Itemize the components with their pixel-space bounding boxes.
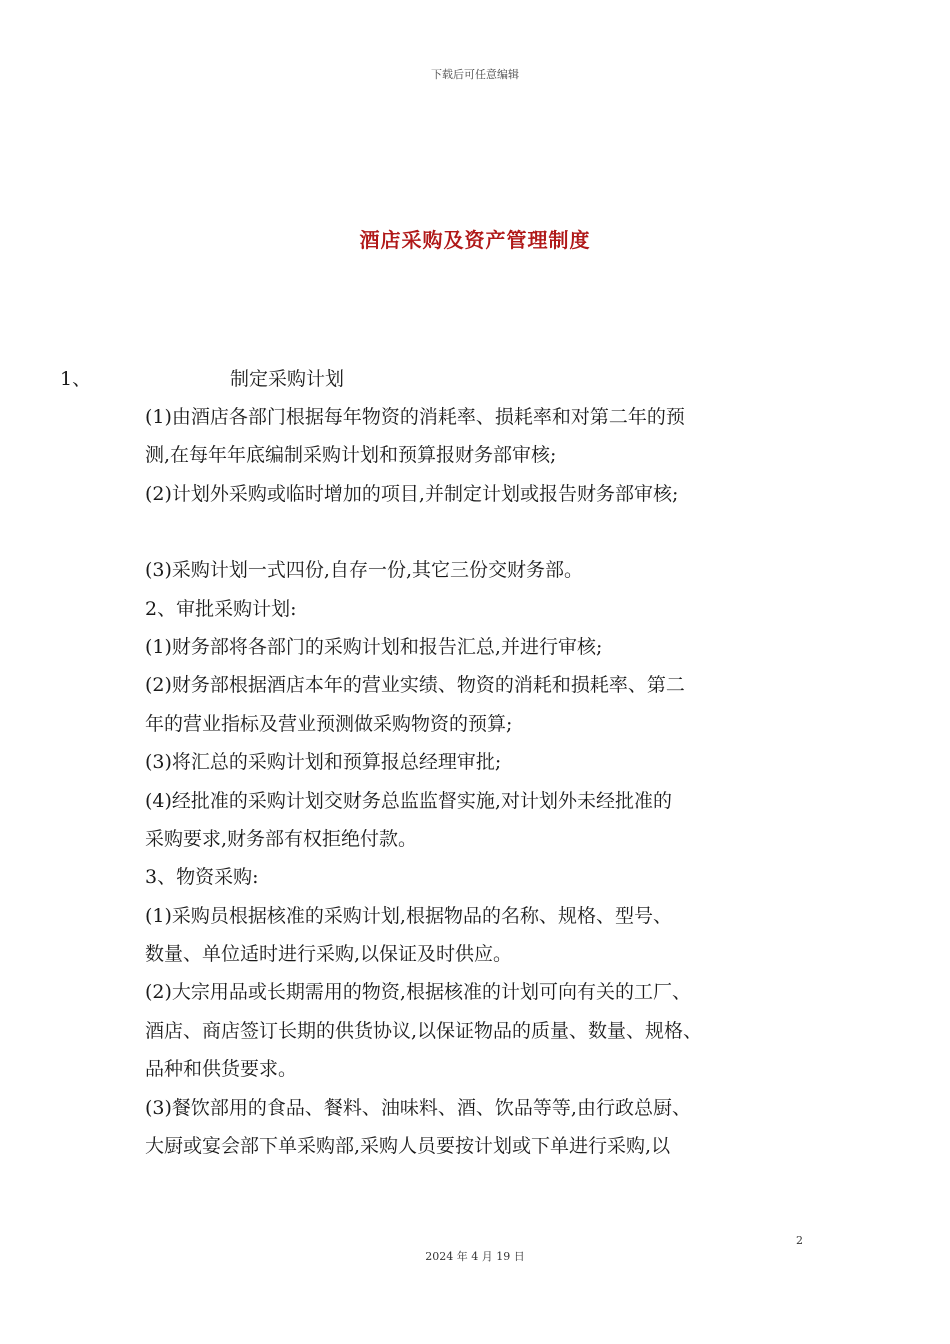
body-line: 大厨或宴会部下单采购部,采购人员要按计划或下单进行采购,以	[145, 1135, 671, 1158]
document-body	[145, 398, 825, 1165]
body-line: 3、物资采购:	[145, 866, 259, 889]
body-line: 测,在每年年底编制采购计划和预算报财务部审核;	[145, 444, 557, 467]
body-line: (3)采购计划一式四份,自存一份,其它三份交财务部。	[145, 559, 583, 582]
document-title: 酒店采购及资产管理制度	[359, 228, 591, 252]
section-heading-text: 制定采购计划	[230, 368, 345, 390]
section-number: 1、	[60, 368, 92, 390]
body-line: (2)财务部根据酒店本年的营业实绩、物资的消耗和损耗率、第二	[145, 674, 685, 697]
body-line: (3)将汇总的采购计划和预算报总经理审批;	[145, 751, 502, 774]
page-footer-date: 2024 年 4 月 19 日	[425, 1250, 525, 1263]
page-header: 下载后可任意编辑	[431, 68, 519, 81]
body-line: (4)经批准的采购计划交财务总监监督实施,对计划外未经批准的	[145, 789, 672, 812]
body-line: (1)采购员根据核准的采购计划,根据物品的名称、规格、型号、	[145, 904, 672, 927]
body-line: 2、审批采购计划:	[145, 597, 297, 620]
section-heading	[60, 364, 820, 390]
page-number: 2	[796, 1234, 803, 1247]
body-line: (2)大宗用品或长期需用的物资,根据核准的计划可向有关的工厂、	[145, 981, 691, 1004]
body-line: (3)餐饮部用的食品、餐料、油味料、酒、饮品等等,由行政总厨、	[145, 1096, 691, 1119]
body-line: (1)由酒店各部门根据每年物资的消耗率、损耗率和对第二年的预	[145, 406, 685, 428]
paragraph-gap	[145, 513, 825, 551]
body-line: 年的营业指标及营业预测做采购物资的预算;	[145, 712, 513, 735]
body-line: 酒店、商店签订长期的供货协议,以保证物品的质量、数量、规格、	[145, 1019, 703, 1042]
body-line: (1)财务部将各部门的采购计划和报告汇总,并进行审核;	[145, 635, 603, 658]
body-line: 数量、单位适时进行采购,以保证及时供应。	[145, 943, 513, 966]
body-line: 采购要求,财务部有权拒绝付款。	[145, 827, 418, 850]
body-line: 品种和供货要求。	[145, 1058, 298, 1081]
body-line: (2)计划外采购或临时增加的项目,并制定计划或报告财务部审核;	[145, 482, 679, 505]
